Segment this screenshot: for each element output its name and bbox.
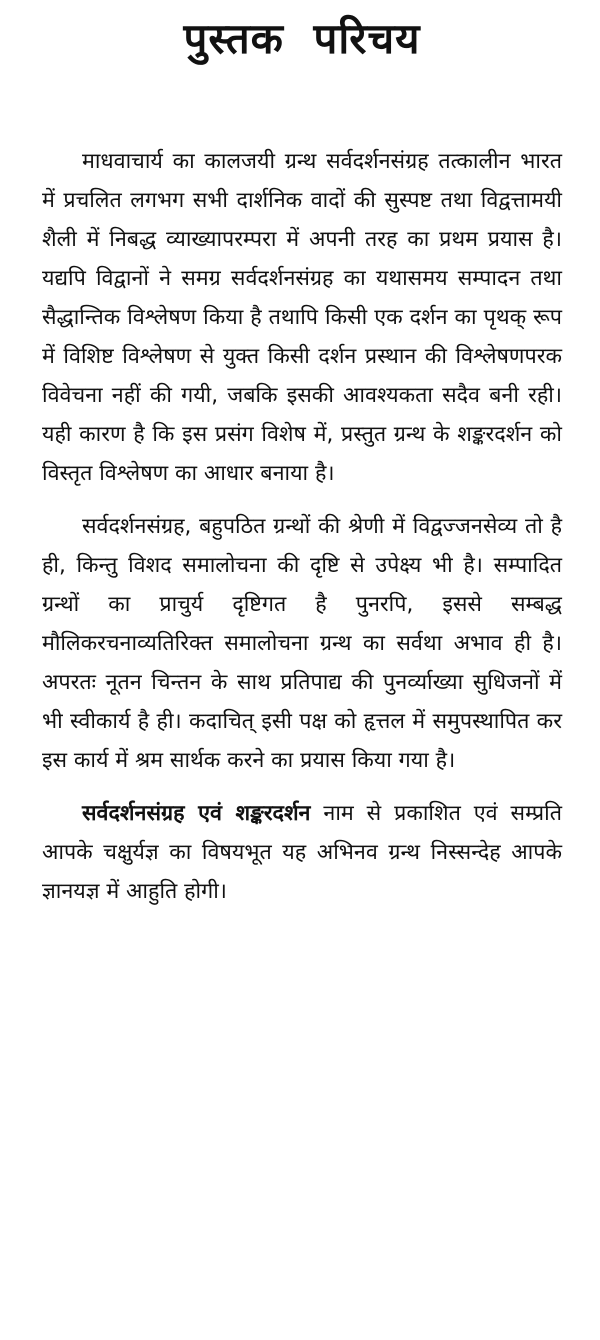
paragraph-3 xyxy=(42,794,562,911)
paragraph-2-text: सर्वदर्शनसंग्रह, बहुपठित ग्रन्थों की श्रेणी में विद्वज्जनसेव्य तो है ही, किन्तु विशद समालोचना की दृष्टि से उपेक्ष्य भी है। सम्पादित ग्रन्थों का प्राचुर्य दृष्टिगत है पुनरपि, इससे सम्बद्ध मौलिकरचनाव्यतिरिक्त समालोचना ग्रन्थ का सर्वथा अभाव ही है। अपरतः नूतन चिन्तन के साथ प्रतिपाद्य की पुनर्व्याख्या सुधिजनों में भी स्वीकार्य है ही। कदाचित् इसी पक्ष को हृत्तल में समुपस्थापित कर इस कार्य में श्रम सार्थक करने का प्रयास किया गया है। xyxy=(42,514,562,774)
paragraph-3-text: नाम से प्रकाशित एवं सम्प्रति आपके चक्षुर्यज्ञ का विषयभूत यह अभिनव ग्रन्थ निस्सन्देह आपके ज्ञानयज्ञ में आहुति होगी। xyxy=(42,801,562,905)
paragraph-2 xyxy=(42,507,562,780)
paragraph-1 xyxy=(42,142,562,493)
page-title: पुस्तक परिचय xyxy=(183,14,421,63)
paragraph-1-text: माधवाचार्य का कालजयी ग्रन्थ सर्वदर्शनसंग्रह तत्कालीन भारत में प्रचलित लगभग सभी दार्शनिक वादों की सुस्पष्ट तथा विद्वत्तामयी शैली में निबद्ध व्याख्यापरम्परा में अपनी तरह का प्रथम प्रयास है। यद्यपि विद्वानों ने समग्र सर्वदर्शनसंग्रह का यथासमय सम्पादन तथा सैद्धान्तिक विश्लेषण किया है तथापि किसी एक दर्शन का पृथक् रूप में विशिष्ट विश्लेषण से युक्त किसी दर्शन प्रस्थान की विश्लेषणपरक विवेचना नहीं की गयी, जबकि इसकी आवश्यकता सदैव बनी रही। यही कारण है कि इस प्रसंग विशेष में, प्रस्तुत ग्रन्थ के शङ्करदर्शन को विस्तृत विश्लेषण का आधार बनाया है। xyxy=(42,149,562,487)
book-title-bold: सर्वदर्शनसंग्रह एवं शङ्करदर्शन xyxy=(82,801,311,827)
